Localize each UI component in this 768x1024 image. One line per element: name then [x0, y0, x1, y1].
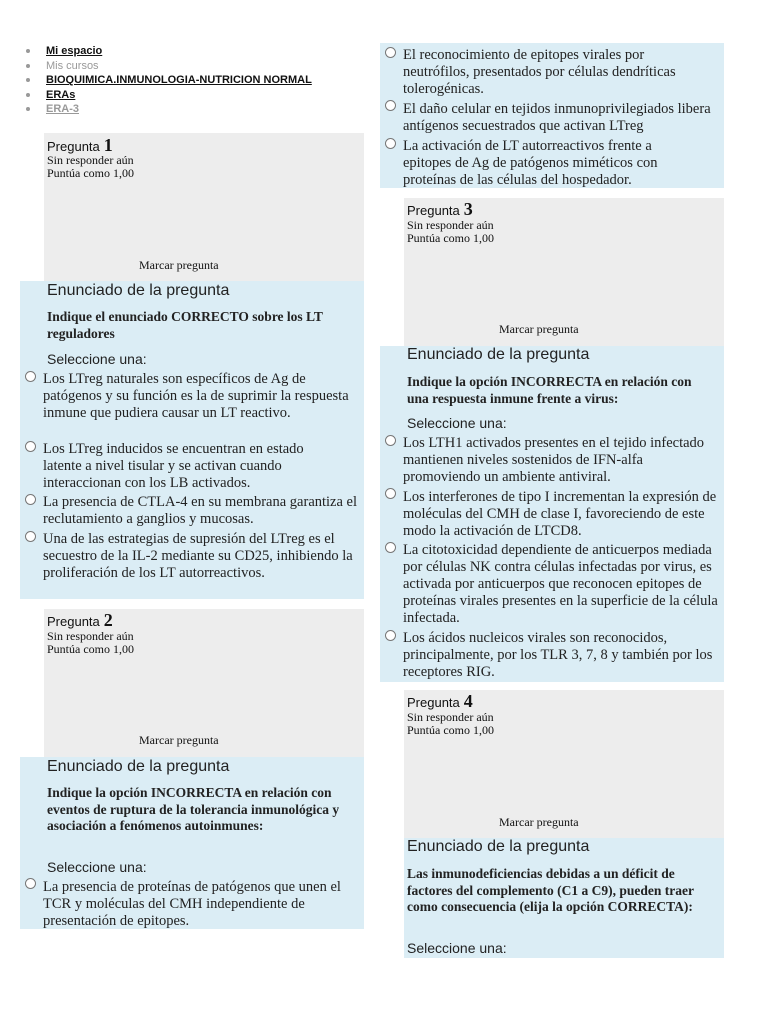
breadcrumb-item-mis-cursos[interactable]: Mis cursos: [24, 59, 312, 74]
question-4-header: Pregunta 4: [407, 691, 473, 711]
question-1-score: Puntúa como 1,00: [47, 166, 134, 180]
question-1-option-b[interactable]: Los LTreg inducidos se encuentran en estado latente a nivel tisular y se activan cuando interaccionan con los LB activados.: [43, 441, 304, 491]
question-2-score: Puntúa como 1,00: [47, 642, 134, 656]
question-4-enunciado-heading: Enunciado de la pregunta: [407, 838, 590, 855]
question-3-enunciado-heading: Enunciado de la pregunta: [407, 346, 590, 363]
breadcrumb: [24, 44, 312, 117]
question-3-option-c[interactable]: La citotoxicidad dependiente de anticuerpos mediada por células NK contra células infectadas por virus, es activada por anticuerpos que reconocen epitopes de proteínas virales presentes en la superficie de la célula infectada.: [403, 542, 718, 626]
question-2-radio-c[interactable]: [385, 100, 396, 111]
question-3-option-d[interactable]: Los ácidos nucleicos virales son reconocidos, principalmente, por los TLR 3, 7, 8 y también por los receptores RIG.: [403, 630, 713, 680]
question-2-option-d[interactable]: La activación de LT autorreactivos frente a epitopes de Ag de patógenos miméticos con proteínas de las células del hospedador.: [403, 138, 658, 188]
question-3-option-a[interactable]: Los LTH1 activados presentes en el tejido infectado mantienen niveles sostenidos de IFN-alfa promoviendo un ambiente antiviral.: [403, 435, 705, 485]
question-1-status: Sin responder aún: [47, 153, 134, 167]
question-4-text: Las inmunodeficiencias debidas a un déficit de factores del complemento (C1 a C9), pueden traer como consecuencia (elija la opción CORRECTA):: [407, 866, 694, 914]
question-2-radio-b[interactable]: [385, 47, 396, 58]
question-1-flag-link[interactable]: Marcar pregunta: [139, 258, 219, 272]
question-3-select-label: Seleccione una:: [407, 415, 507, 431]
question-2-text: Indique la opción INCORRECTA en relación con eventos de ruptura de la tolerancia inmunológica y asociación a fenómenos autoinmunes:: [47, 785, 340, 833]
question-1-enunciado-heading: Enunciado de la pregunta: [47, 282, 230, 299]
question-1-radio-b[interactable]: [25, 441, 36, 452]
question-2-enunciado-heading: Enunciado de la pregunta: [47, 758, 230, 775]
question-3-status: Sin responder aún: [407, 218, 494, 232]
question-3-flag-link[interactable]: Marcar pregunta: [499, 322, 579, 336]
question-1-radio-c[interactable]: [25, 494, 36, 505]
question-4-score: Puntúa como 1,00: [407, 723, 494, 737]
question-3-radio-b[interactable]: [385, 488, 396, 499]
breadcrumb-item-era-3[interactable]: ERA-3: [24, 102, 312, 117]
question-3-header: Pregunta 3: [407, 199, 473, 219]
question-2-flag-link[interactable]: Marcar pregunta: [139, 733, 219, 747]
question-3-radio-d[interactable]: [385, 630, 396, 641]
question-3-option-b[interactable]: Los interferones de tipo I incrementan la expresión de moléculas del CMH de clase I, favoreciendo de este modo la activación de LTCD8.: [403, 489, 717, 539]
question-2-option-b[interactable]: El reconocimiento de epitopes virales por neutrófilos, presentados por células dendríticas tolerogénicas.: [403, 47, 676, 97]
breadcrumb-item-course[interactable]: BIOQUIMICA.INMUNOLOGIA-NUTRICION NORMAL: [24, 73, 312, 88]
question-1-radio-a[interactable]: [25, 371, 36, 382]
question-4-flag-link[interactable]: Marcar pregunta: [499, 815, 579, 829]
question-2-header: Pregunta 2: [47, 610, 113, 630]
question-3-radio-a[interactable]: [385, 435, 396, 446]
question-1-radio-d[interactable]: [25, 531, 36, 542]
question-3-text: Indique la opción INCORRECTA en relación con una respuesta inmune frente a virus:: [407, 374, 692, 406]
question-2-option-a[interactable]: La presencia de proteínas de patógenos que unen el TCR y moléculas del CMH independiente de presentación de epitopes.: [43, 879, 341, 929]
question-2-radio-d[interactable]: [385, 138, 396, 149]
question-1-option-d[interactable]: Una de las estrategias de supresión del LTreg es el secuestro de la IL-2 mediante su CD25, inhibiendo la proliferación de los LT autorreactivos.: [43, 531, 353, 581]
question-2-select-label: Seleccione una:: [47, 859, 147, 875]
question-1-header: Pregunta 1: [47, 135, 113, 155]
question-3-radio-c[interactable]: [385, 542, 396, 553]
question-4-status: Sin responder aún: [407, 710, 494, 724]
question-1-select-label: Seleccione una:: [47, 351, 147, 367]
question-1-text: Indique el enunciado CORRECTO sobre los LT reguladores: [47, 309, 323, 341]
question-1-option-c[interactable]: La presencia de CTLA-4 en su membrana garantiza el reclutamiento a ganglios y mucosas.: [43, 494, 358, 527]
question-2-option-c[interactable]: El daño celular en tejidos inmunoprivilegiados libera antígenos secuestrados que activan LTreg: [403, 101, 711, 134]
breadcrumb-item-eras[interactable]: ERAs: [24, 88, 312, 103]
question-1-option-a[interactable]: Los LTreg naturales son específicos de Ag de patógenos y su función es la de suprimir la respuesta inmune que pudiera causar un LT reactivo.: [43, 371, 349, 421]
question-4-select-label: Seleccione una:: [407, 940, 507, 956]
question-3-score: Puntúa como 1,00: [407, 231, 494, 245]
question-2-status: Sin responder aún: [47, 629, 134, 643]
breadcrumb-item-mi-espacio[interactable]: Mi espacio: [24, 44, 312, 59]
question-2-radio-a[interactable]: [25, 878, 36, 889]
